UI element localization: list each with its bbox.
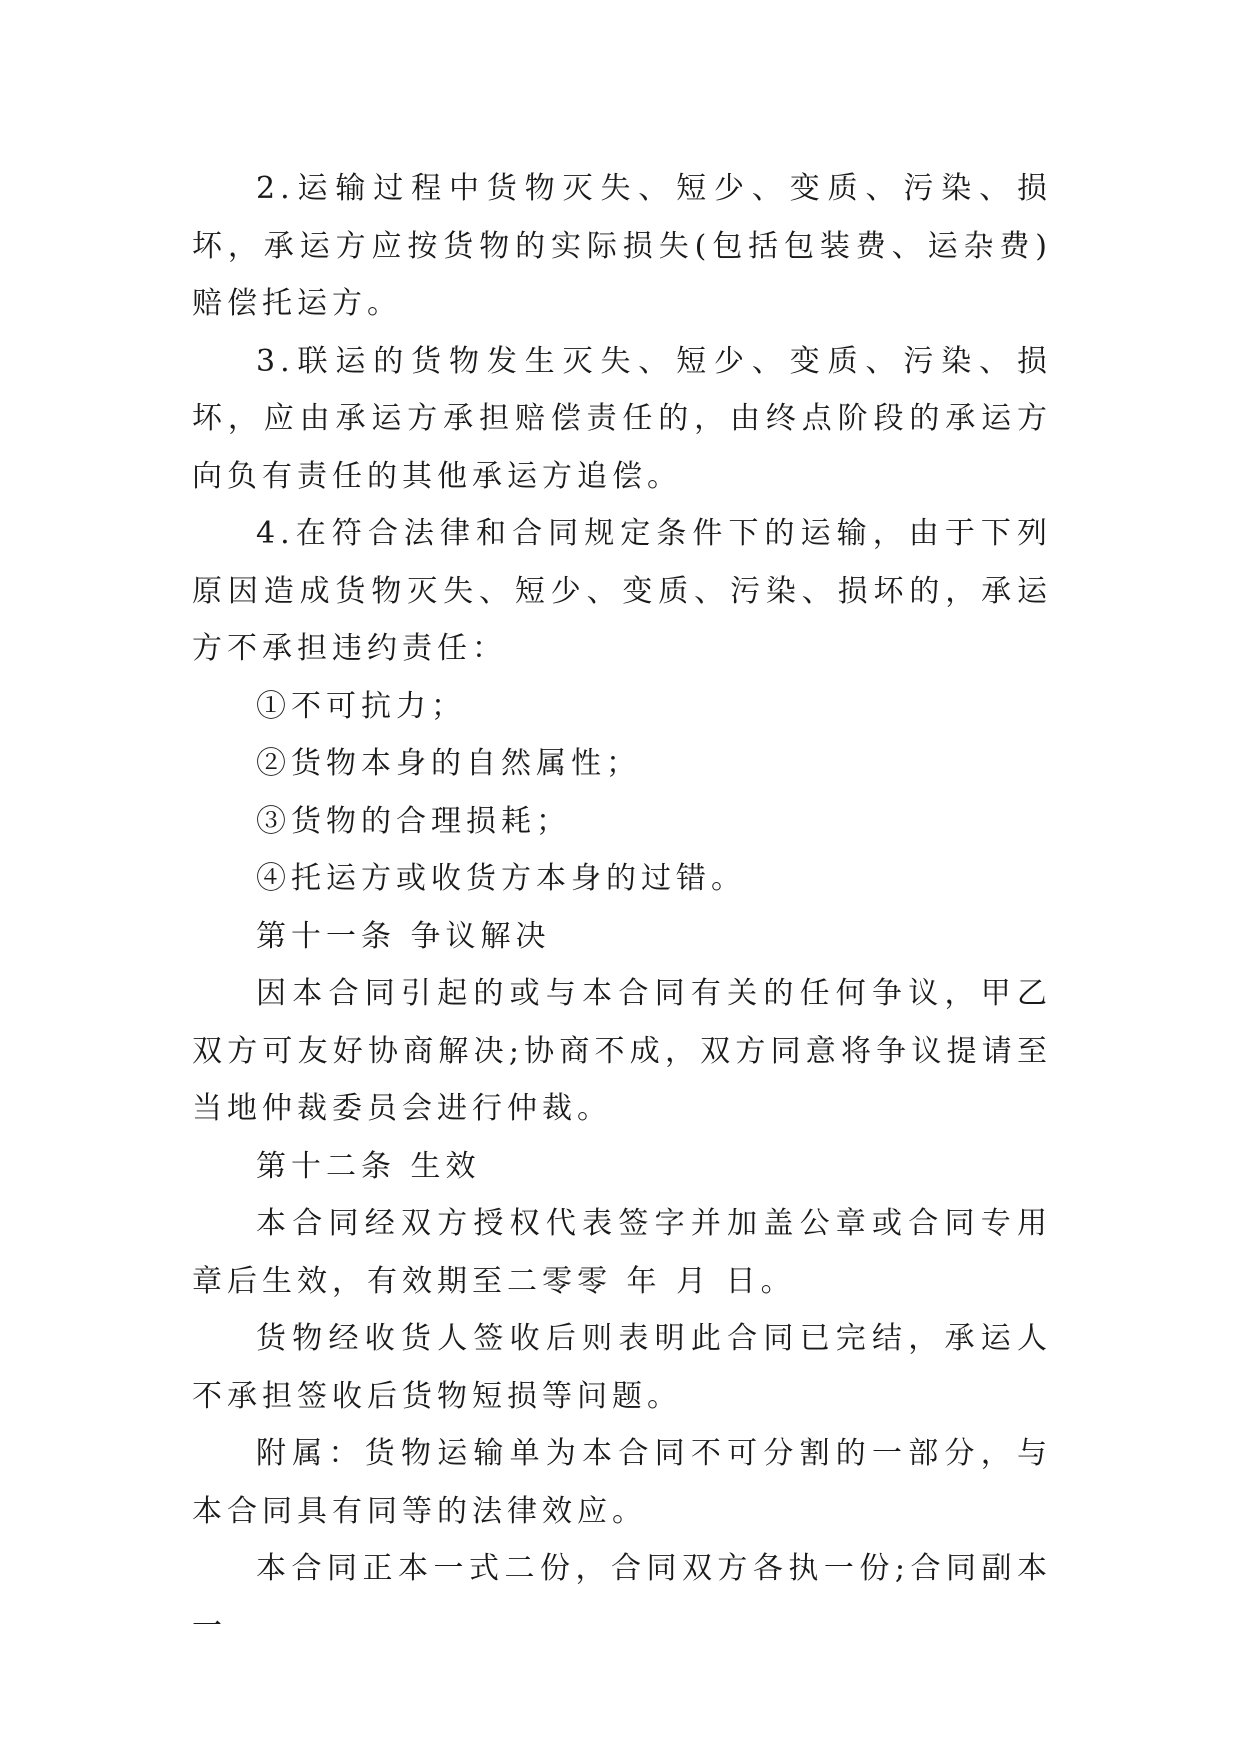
heading-article-12: 第十二条 生效 bbox=[256, 1148, 481, 1184]
paragraph-joint-transport-recovery: 3.联运的货物发生灭失、短少、变质、污染、损坏，应由承运方承担赔偿责任的，由终点阶段的承运方向负有责任的其他承运方追偿。 bbox=[192, 343, 1052, 494]
paragraph-copies: 本合同正本一式二份，合同双方各执一份;合同副本一 bbox=[192, 1551, 1052, 1644]
list-item-force-majeure: ①不可抗力； bbox=[256, 688, 466, 724]
list-item-reasonable-loss: ③货物的合理损耗； bbox=[256, 803, 571, 839]
paragraph-effective-date: 本合同经双方授权代表签字并加盖公章或合同专用章后生效，有效期至二零零 年 月 日。 bbox=[192, 1206, 1052, 1299]
list-item-natural-property: ②货物本身的自然属性； bbox=[256, 746, 641, 781]
paragraph-compensation-loss: 2.运输过程中货物灭失、短少、变质、污染、损坏，承运方应按货物的实际损失(包括包装费、运杂费)赔偿托运方。 bbox=[192, 171, 1052, 321]
paragraph-exemptions: 4.在符合法律和合同规定条件下的运输，由于下列原因造成货物灭失、短少、变质、污染、损坏的，承运方不承担违约责任： bbox=[192, 516, 1052, 666]
paragraph-attachment: 附属：货物运输单为本合同不可分割的一部分，与本合同具有同等的法律效应。 bbox=[192, 1436, 1052, 1529]
paragraph-dispute-resolution: 因本合同引起的或与本合同有关的任何争议，甲乙双方可友好协商解决;协商不成，双方同意将争议提请至当地仲裁委员会进行仲裁。 bbox=[192, 976, 1052, 1126]
heading-article-11: 第十一条 争议解决 bbox=[256, 918, 551, 954]
paragraph-completion: 货物经收货人签收后则表明此合同已完结，承运人不承担签收后货物短损等问题。 bbox=[192, 1321, 1052, 1414]
list-item-shipper-fault: ④托运方或收货方本身的过错。 bbox=[256, 861, 746, 896]
document-body bbox=[192, 160, 1052, 1655]
